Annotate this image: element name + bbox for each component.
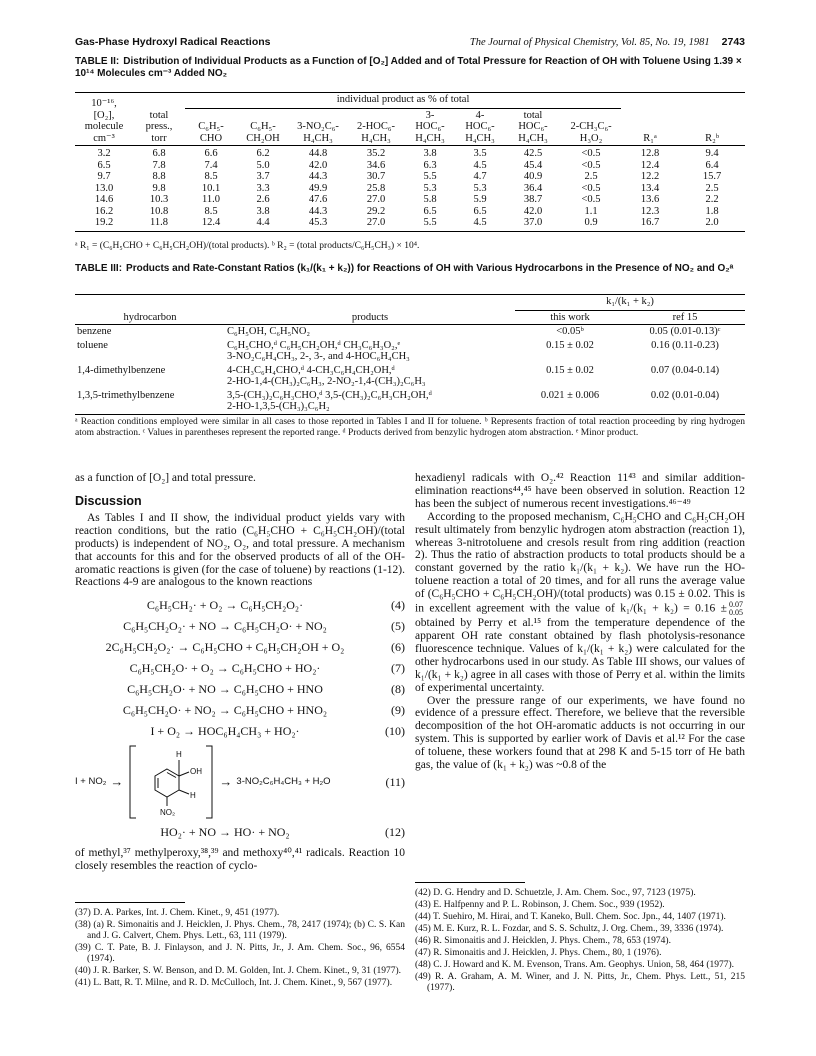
table-row <box>75 171 745 183</box>
table-cell: 44.8 <box>308 148 328 159</box>
table-row <box>75 183 745 195</box>
methylbenzoquinone-column-header: 2-CH₃C₆- H₃O₂ <box>561 108 621 146</box>
o-cresol-column-header: 2-HOC₆- H₄CH₃ <box>347 108 405 146</box>
table-cell: 1.8 <box>705 205 719 217</box>
equation-number: (6) <box>391 640 405 655</box>
table-2 <box>75 92 745 232</box>
table-cell: 2.5 <box>584 171 598 182</box>
table-cell: 5.5 <box>423 171 437 182</box>
reference-item: (47) R. Simonaitis and J. Heicklen, J. Phys. Chem., 80, 1 (1976). <box>415 948 662 958</box>
equation-number: (7) <box>391 661 405 676</box>
reference-item: (39) C. T. Pate, B. J. Finlayson, and J. N. Pitts, Jr., J. Am. Chem. Soc., 96, 6554 (1974). <box>75 943 405 964</box>
table-cell: 5.9 <box>473 194 487 205</box>
table-cell: 47.6 <box>308 194 328 205</box>
table-cell: 12.8 <box>640 148 660 159</box>
equations-4-to-10 <box>75 595 405 742</box>
table-cell: 27.0 <box>347 217 405 231</box>
reference-item: (43) E. Halfpenny and P. L. Robinson, J. Chem. Soc., 939 (1952). <box>415 900 665 910</box>
table-cell: 40.9 <box>523 171 543 182</box>
table-cell: 8.5 <box>204 205 218 217</box>
table-cell: 36.4 <box>523 182 543 194</box>
hydrocarbon-column-header: hydrocarbon <box>75 295 225 325</box>
ring <box>155 769 179 797</box>
table-cell: 8.8 <box>152 171 166 182</box>
ref-15-cell: 0.02 (0.01-0.04) <box>625 389 745 415</box>
equation-12 <box>75 822 405 843</box>
equation-11-reactants: I + NO₂ <box>75 775 107 787</box>
equation-expression: C₆H₅CH₂O· + NO → C₆H₅CHO + HNO <box>127 682 323 697</box>
running-title: Gas-Phase Hydroxyl Radical Reactions <box>75 36 271 48</box>
table-cell: 6.4 <box>705 159 719 171</box>
o2-column-header: 10⁻¹⁶, [O₂], molecule cm⁻³ <box>75 93 133 146</box>
journal-info <box>470 36 745 49</box>
equation <box>75 700 405 721</box>
table-cell: 0.9 <box>561 217 621 231</box>
table-cell: 4.5 <box>473 159 487 171</box>
products-column-header: products <box>225 295 515 325</box>
running-header <box>75 36 745 49</box>
hydrocarbon-cell: benzene <box>77 326 112 337</box>
table-cell: 38.7 <box>523 194 543 205</box>
benzyl-alcohol-column-header: C₆H₅- CH₂OH <box>237 108 289 146</box>
equation-expression: I + O₂ → HOC₆H₄CH₃ + HO₂· <box>150 724 300 739</box>
right-bracket <box>206 746 212 818</box>
total-cresol-column-header: total HOC₆- H₄CH₃ <box>505 108 561 146</box>
table-cell: <0.5 <box>581 194 601 205</box>
reference-item: (42) D. G. Hendry and D. Schuetzle, J. Am. Chem. Soc., 97, 7123 (1975). <box>415 888 696 898</box>
table-cell: 45.4 <box>523 159 543 171</box>
equation-number: (9) <box>391 703 405 718</box>
hydroxyl-label: OH <box>190 767 203 777</box>
table-row <box>75 389 745 415</box>
this-work-column-header: this work <box>515 310 625 325</box>
discussion-heading: Discussion <box>75 493 142 508</box>
table-cell: 2.6 <box>256 194 270 205</box>
table-cell: 5.3 <box>473 182 487 194</box>
table-cell: 13.6 <box>640 194 660 205</box>
uncertainty-upper: 0.07 <box>729 600 743 610</box>
table-3-caption-text: Products and Rate-Constant Ratios (k₁/(k₁ + k₂)) for Reactions of OH with Various Hydrocarbons in the Presence of NO₂ and O₂ᵃ <box>126 263 734 274</box>
adduct-structure <box>127 743 215 821</box>
equation <box>75 658 405 679</box>
table-cell: 7.4 <box>204 159 218 171</box>
table-cell: <0.5 <box>581 182 601 194</box>
equation <box>75 721 405 742</box>
table-cell: 19.2 <box>75 217 133 231</box>
table-cell: 7.8 <box>152 159 166 171</box>
table-cell: 12.3 <box>640 205 660 217</box>
table-cell: 45.3 <box>289 217 347 231</box>
right-paragraph-1: hexadienyl radicals with O₂.⁴² Reaction 11⁴³ and similar addition-elimination reactions⁴⁴,⁴⁵ have been observed in solution. Reaction 12 has been the subject of numerous recent investigations.⁴⁶⁻⁴⁹ <box>415 472 745 510</box>
table-cell: 49.9 <box>308 182 328 194</box>
table-cell: 5.3 <box>423 182 437 194</box>
references-right-list <box>415 888 745 994</box>
m-cresol-column-header: 3- HOC₆- H₄CH₃ <box>405 108 455 146</box>
table-cell: 44.3 <box>308 205 328 217</box>
table-cell: 30.7 <box>366 171 386 182</box>
equation <box>75 679 405 700</box>
table-cell: 11.8 <box>133 217 185 231</box>
table-cell: 12.2 <box>640 171 660 182</box>
bond-oh <box>179 772 189 776</box>
this-work-cell: 0.021 ± 0.006 <box>515 389 625 415</box>
right-paragraph-2-end: obtained by Perry et al.¹⁵ from the temperature dependence of the apparent OH rate constant obtained by flash photolysis-resonance fluorescence technique. Values of k₁/(k₁ + k₂) were calculated for the other hydrocarbons used in our study. As Table III shows, our values of k₁/(k₁ + k₂) agree in all cases with those of Perry et al. within the limits of experimental uncertainty. <box>415 617 745 694</box>
reference-item: (38) (a) R. Simonaitis and J. Heicklen, J. Phys. Chem., 78, 2417 (1974); (b) C. S. Kan and J. G. Calvert, Chem. Phys. Lett., 63, 111 (1979). <box>75 920 405 941</box>
references-rule-left <box>75 902 185 903</box>
table-row <box>75 217 745 231</box>
reference-item: (37) D. A. Parkes, Int. J. Chem. Kinet., 9, 451 (1977). <box>75 908 280 918</box>
equation-11 <box>75 742 405 822</box>
table-cell: 6.5 <box>423 205 437 217</box>
hydrocarbon-cell: 1,4-dimethylbenzene <box>77 364 166 376</box>
table-cell: 11.0 <box>202 194 220 205</box>
references-left <box>75 902 405 990</box>
journal-citation: The Journal of Physical Chemistry, Vol. 85, No. 19, 1981 <box>469 37 710 48</box>
table-cell: 37.0 <box>505 217 561 231</box>
reference-item: (49) R. A. Graham, A. M. Winer, and J. N. Pitts, Jr., Chem. Phys. Lett., 51, 215 (1977). <box>415 972 745 993</box>
p-cresol-column-header: 4- HOC₆- H₄CH₃ <box>455 108 505 146</box>
table-cell: 42.0 <box>308 159 328 171</box>
hydrocarbon-cell: toluene <box>77 339 108 351</box>
page-number: 2743 <box>721 36 745 48</box>
reference-item: (45) M. E. Kurz, R. L. Fozdar, and S. S. Schultz, J. Org. Chem., 39, 3336 (1974). <box>415 924 724 934</box>
nitro-label: NO₂ <box>160 808 176 818</box>
ref-15-cell: 0.05 (0.01-0.13)ᶜ <box>649 326 721 337</box>
equation-12-number: (12) <box>385 825 405 840</box>
equation-expression: C₆H₅CH₂O· + O₂ → C₆H₅CHO + HO₂· <box>129 661 321 676</box>
reference-item: (40) J. R. Barker, S. W. Benson, and D. M. Golden, Int. J. Chem. Kinet., 9, 31 (1977). <box>75 966 402 976</box>
this-work-cell: 0.15 ± 0.02 <box>546 339 594 351</box>
table-cell: 42.5 <box>523 148 543 159</box>
ref-15-cell: 0.07 (0.04-0.14) <box>650 364 720 376</box>
table-row <box>75 364 745 389</box>
table-cell: 6.8 <box>152 148 166 159</box>
table-row <box>75 194 745 206</box>
equation-number: (8) <box>391 682 405 697</box>
table-cell: 6.3 <box>423 159 437 171</box>
table-3 <box>75 294 745 415</box>
equation-11-arrow-in: → <box>110 773 124 789</box>
table-cell: 10.8 <box>149 205 169 217</box>
table-cell: 2.0 <box>679 217 745 231</box>
table-2-footnote: ᵃ R₁ = (C₆H₅CHO + C₆H₅CH₂OH)/(total products). ᵇ R₂ = (total products/C₆H₅CH₃) × 10⁴. <box>75 241 420 251</box>
right-text-column <box>415 472 745 772</box>
references-left-list <box>75 908 405 989</box>
table-cell: 5.0 <box>256 159 270 171</box>
table-2-caption <box>75 56 745 80</box>
table-cell: 6.5 <box>97 159 111 171</box>
equation-11-products: 3-NO₂C₆H₄CH₃ + H₂O <box>236 775 331 787</box>
benzaldehyde-column-header: C₆H₅- CHO <box>185 108 237 146</box>
table-cell: 4.7 <box>473 171 487 182</box>
table-cell: 12.4 <box>640 159 660 171</box>
equation <box>75 616 405 637</box>
table-3-head <box>75 295 745 325</box>
table-2-caption-text: Distribution of Individual Products as a Function of [O₂] Added and of Total Pressure for Reaction of OH with Toluene Using 1.39 × 10¹⁴ Molecules cm⁻³ Added NO₂ <box>75 56 742 79</box>
table-cell: 3.8 <box>256 205 270 217</box>
table-cell: 2.5 <box>705 182 719 194</box>
hydrocarbon-cell: 1,3,5-trimethylbenzene <box>75 389 225 415</box>
uncertainty-stack <box>729 601 743 617</box>
table-cell: 4.5 <box>455 217 505 231</box>
table-cell: 8.5 <box>204 171 218 182</box>
table-cell: 9.8 <box>152 182 166 194</box>
equation-number: (5) <box>391 619 405 634</box>
equation-expression: C₆H₅CH₂O· + NO₂ → C₆H₅CHO + HNO₂ <box>122 703 328 718</box>
table-cell: 5.8 <box>423 194 437 205</box>
table-cell: 12.4 <box>185 217 237 231</box>
ref-15-cell: 0.16 (0.11-0.23) <box>651 339 719 351</box>
table-2-body <box>75 146 745 232</box>
equation-11-arrow-out: → <box>219 773 233 789</box>
equation-expression: 2C₆H₅CH₂O₂· → C₆H₅CHO + C₆H₅CH₂OH + O₂ <box>105 640 345 655</box>
table-cell: 42.0 <box>523 205 543 217</box>
table-cell: 44.3 <box>308 171 328 182</box>
right-paragraph-3: Over the pressure range of our experiments, we have found no evidence of a pressure effect. Therefore, we believe that the reversible decomposition of the hot OH-aromatic adducts is not occurring in our system. This is supported by earlier work of Davis et al.¹² For the case of toluene, these workers found that at 298 K and 5-15 torr of He bath gas, the value of (k₁ + k₂) was ~0.8 of the <box>415 694 745 772</box>
bond-side-h <box>179 790 189 794</box>
references-right <box>415 882 745 995</box>
table-cell: 6.6 <box>204 148 218 159</box>
equation <box>75 595 405 616</box>
table-cell: 3.5 <box>473 148 487 159</box>
table-cell: 9.4 <box>705 148 719 159</box>
table-cell: 6.5 <box>473 205 487 217</box>
r1-column-header: R₁ᵃ <box>621 93 679 146</box>
left-paragraph-1: As Tables I and II show, the individual product yields vary with reaction conditions, but the ratio (C₆H₅CHO + C₆H₅CH₂OH)/(total products) is independent of NO₂, O₂, and total pressure. A mechanism that accounts for this and for the observed products of all of the OH-aromatic reactions is given (for the case of toluene) by reactions (1-12). Reactions 4-9 are analogous to the known reactions <box>75 511 405 589</box>
table-3-header-row <box>75 295 745 311</box>
table-cell: 34.6 <box>366 159 386 171</box>
table-2-header-row <box>75 93 745 109</box>
table-cell: 27.0 <box>366 194 386 205</box>
side-hydrogen-label: H <box>190 791 197 801</box>
table-row <box>75 160 745 172</box>
table-cell: 9.7 <box>97 171 111 182</box>
reference-item: (44) T. Suehiro, M. Hirai, and T. Kaneko, Bull. Chem. Soc. Jpn., 44, 1407 (1971). <box>415 912 726 922</box>
table-cell: 16.2 <box>94 205 114 217</box>
table-cell: 6.2 <box>256 148 270 159</box>
equation <box>75 637 405 658</box>
table-cell: 2.2 <box>705 194 719 205</box>
reference-item: (41) L. Batt, R. T. Milne, and R. D. McCulloch, Int. J. Chem. Kinet., 9, 567 (1977). <box>75 978 393 988</box>
table-cell: 29.2 <box>366 205 386 217</box>
table-3-footnote: ᵃ Reaction conditions employed were similar in all cases to those reported in Tables I and II for toluene. ᵇ Represents fraction of total reaction proceeding by ring hydrogen atom abstraction. ᶜ Values in parentheses represent the reported range. ᵈ Products derived from benzylic hydrogen atom abstraction. ᵉ Minor product. <box>75 417 745 438</box>
table-cell: 3.3 <box>256 182 270 194</box>
table-cell: 15.7 <box>702 171 722 182</box>
reference-item: (46) R. Simonaitis and J. Heicklen, J. Phys. Chem., 78, 653 (1974). <box>415 936 671 946</box>
reaction-equations <box>75 595 405 843</box>
table-cell: 1.1 <box>584 205 598 217</box>
table-cell: 13.4 <box>640 182 660 194</box>
products-cell: 3,5-(CH₃)₂C₆H₃CHO,ᵈ 3,5-(CH₃)₂C₆H₃CH₂OH,ᵈ 2-HO-1,3,5-(CH₃)₃C₆H₂ <box>225 389 515 415</box>
table-cell: 3.8 <box>423 148 437 159</box>
table-cell: 3.7 <box>256 171 270 182</box>
table-row <box>75 206 745 218</box>
pressure-column-header: total press., torr <box>133 93 185 146</box>
uncertainty-lower: 0.05 <box>729 608 743 618</box>
table-cell: <0.5 <box>581 148 601 159</box>
table-row <box>75 325 745 339</box>
left-paragraph-0: as a function of [O₂] and total pressure. <box>75 472 256 484</box>
equation-number: (10) <box>385 724 405 739</box>
equation-number: (4) <box>391 598 405 613</box>
table-cell: 16.7 <box>621 217 679 231</box>
top-hydrogen-label: H <box>176 750 183 760</box>
left-paragraph-2: of methyl,³⁷ methylperoxy,³⁸,³⁹ and methoxy⁴⁰,⁴¹ radicals. Reaction 10 closely resembles the reaction of cyclo- <box>75 847 405 873</box>
this-work-cell: <0.05ᵇ <box>556 326 584 337</box>
table-3-body <box>75 325 745 415</box>
equation-12-expression: HO₂· + NO → HO· + NO₂ <box>160 825 290 840</box>
rate-ratio-span-header: k₁/(k₁ + k₂) <box>515 295 745 311</box>
nitrotoluene-column-header: 3-NO₂C₆- H₄CH₃ <box>289 108 347 146</box>
right-paragraph-2-start: According to the proposed mechanism, C₆H₅CHO and C₆H₅CH₂OH result ultimately from benzylic hydrogen atom abstraction (reaction 1), whereas 3-nitrotoluene and cresols result from ring addition (reaction 2). Thus the ratio of abstraction products to total products should be a constant governed by the ratio k₁/(k₁ + k₂). We have run the HO-toluene reaction a total of 20 times, and for all runs the average value of (C₆H₅CHO + C₆H₅CH₂OH)/(total products) was 0.15 ± 0.02. This is in excellent agreement with the value of k₁/(k₁ + k₂) = 0.16 ± <box>415 510 745 615</box>
table-2-head <box>75 93 745 146</box>
table-cell: 3.2 <box>97 148 111 159</box>
products-cell: C₆H₅CHO,ᵈ C₆H₅CH₂OH,ᵈ CH₃C₆H₃O₂,ᵉ 3-NO₂C₆H₄CH₃, 2-, 3-, and 4-HOC₆H₄CH₃ <box>227 339 410 362</box>
products-cell: 4-CH₃C₆H₄CHO,ᵈ 4-CH₃C₆H₄CH₂OH,ᵈ 2-HO-1,4-(CH₃)₂C₆H₃, 2-NO₂-1,4-(CH₃)₂C₆H₃ <box>227 364 426 387</box>
table-cell: <0.5 <box>581 159 601 171</box>
left-text-column <box>75 472 405 873</box>
equation-expression: C₆H₅CH₂· + O₂ → C₆H₅CH₂O₂· <box>146 598 304 613</box>
ref-15-column-header: ref 15 <box>625 310 745 325</box>
table-row <box>75 339 745 364</box>
references-rule-right <box>415 882 525 883</box>
product-span-header: individual product as % of total <box>185 93 621 109</box>
reference-item: (48) C. J. Howard and K. M. Evenson, Trans. Am. Geophys. Union, 58, 464 (1977). <box>415 960 735 970</box>
right-paragraph-2 <box>415 511 745 695</box>
products-cell: C₆H₅OH, C₆H₅NO₂ <box>227 326 311 337</box>
table-cell: 10.1 <box>201 182 221 194</box>
equation-11-number: (11) <box>385 774 405 789</box>
table-cell: 10.3 <box>149 194 169 205</box>
table-3-label: TABLE III: <box>75 263 123 274</box>
table-cell: 4.4 <box>237 217 289 231</box>
equation-expression: C₆H₅CH₂O₂· + NO → C₆H₅CH₂O· + NO₂ <box>123 619 327 634</box>
table-cell: 35.2 <box>366 148 386 159</box>
table-cell: 13.0 <box>94 182 114 194</box>
r2-column-header: R₂ᵇ <box>679 93 745 146</box>
table-cell: 5.5 <box>405 217 455 231</box>
table-3-caption <box>75 263 745 275</box>
table-cell: 14.6 <box>94 194 114 205</box>
table-2-label: TABLE II: <box>75 56 120 67</box>
table-row <box>75 146 745 160</box>
left-bracket <box>130 746 136 818</box>
table-cell: 25.8 <box>366 182 386 194</box>
this-work-cell: 0.15 ± 0.02 <box>546 364 594 376</box>
